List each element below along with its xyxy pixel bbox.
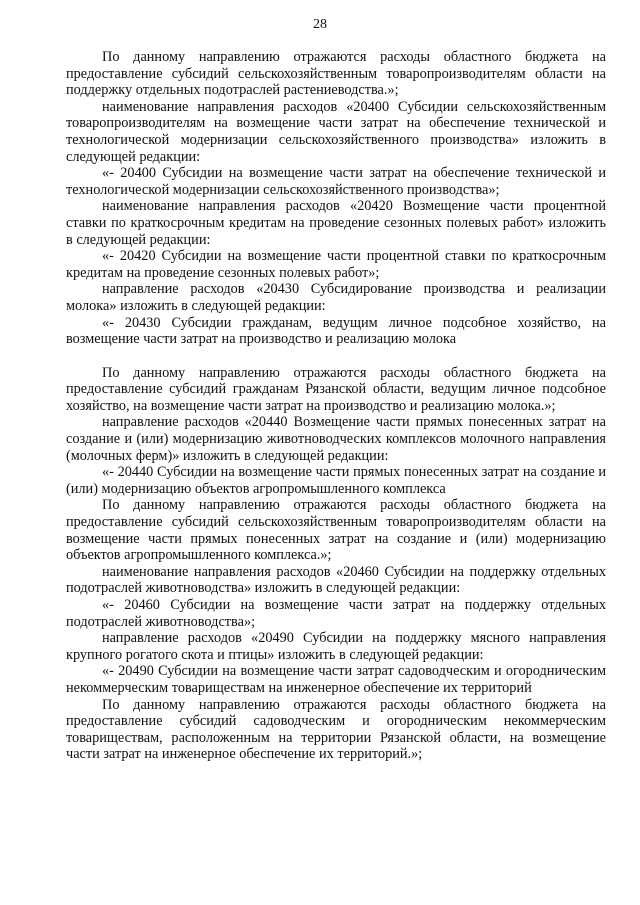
paragraph-8: По данному направлению отражаются расходы областного бюджета на предоставление субсидий гражданам Рязанской области, ведущим личное подсобное хозяйство, на возмещение части затрат на производство и реализацию молока.»; [66,364,606,414]
paragraph-2: наименование направления расходов «20400 Субсидии сельскохозяйственным товаропроизводителям на возмещение части затрат на обеспечение технической и технологической модернизации сельскохозяйственного производства» изложить в следующей редакции: [66,98,606,165]
paragraph-3: «- 20400 Субсидии на возмещение части затрат на обеспечение технической и технологической модернизации сельскохозяйственного производства»; [66,165,606,198]
page-number: 28 [313,17,327,32]
paragraph-5: «- 20420 Субсидии на возмещение части процентной ставки по краткосрочным кредитам на проведение сезонных полевых работ»; [66,248,606,281]
paragraph-9: направление расходов «20440 Возмещение части прямых понесенных затрат на создание и (или) модернизацию животноводческих комплексов молочного направления (молочных ферм)» изложить в следующей редакции: [66,414,606,464]
paragraph-6: направление расходов «20430 Субсидирование производства и реализации молока» изложить в следующей редакции: [66,281,606,314]
paragraph-15: «- 20490 Субсидии на возмещение части затрат садоводческим и огородническим некоммерческим товариществам на инженерное обеспечение их территорий [66,663,606,696]
paragraph-4: наименование направления расходов «20420 Возмещение части процентной ставки по краткосрочным кредитам на проведение сезонных полевых работ» изложить в следующей редакции: [66,198,606,248]
paragraph-1: По данному направлению отражаются расходы областного бюджета на предоставление субсидий сельскохозяйственным товаропроизводителям области на поддержку отдельных подотраслей растениеводства.»; [66,49,606,99]
paragraph-11: По данному направлению отражаются расходы областного бюджета на предоставление субсидий сельскохозяйственным товаропроизводителям области на возмещение части прямых понесенных затрат на создание и (или) модернизацию объектов агропромышленного комплекса.»; [66,497,606,564]
paragraph-spacer [66,348,606,365]
document-body [66,49,606,763]
paragraph-7: «- 20430 Субсидии гражданам, ведущим личное подсобное хозяйство, на возмещение части затрат на производство и реализацию молока [66,314,606,348]
paragraph-16: По данному направлению отражаются расходы областного бюджета на предоставление субсидий садоводческим и огородническим некоммерческим товариществам, расположенным на территории Рязанской области, на возмещение части затрат на инженерное обеспечение их территорий.»; [66,696,606,763]
paragraph-13: «- 20460 Субсидии на возмещение части затрат на поддержку отдельных подотраслей животноводства»; [66,597,606,630]
paragraph-14: направление расходов «20490 Субсидии на поддержку мясного направления крупного рогатого скота и птицы» изложить в следующей редакции: [66,630,606,663]
paragraph-10: «- 20440 Субсидии на возмещение части прямых понесенных затрат на создание и (или) модернизацию объектов агропромышленного комплекса [66,464,606,497]
paragraph-12: наименование направления расходов «20460 Субсидии на поддержку отдельных подотраслей животноводства» изложить в следующей редакции: [66,563,606,597]
